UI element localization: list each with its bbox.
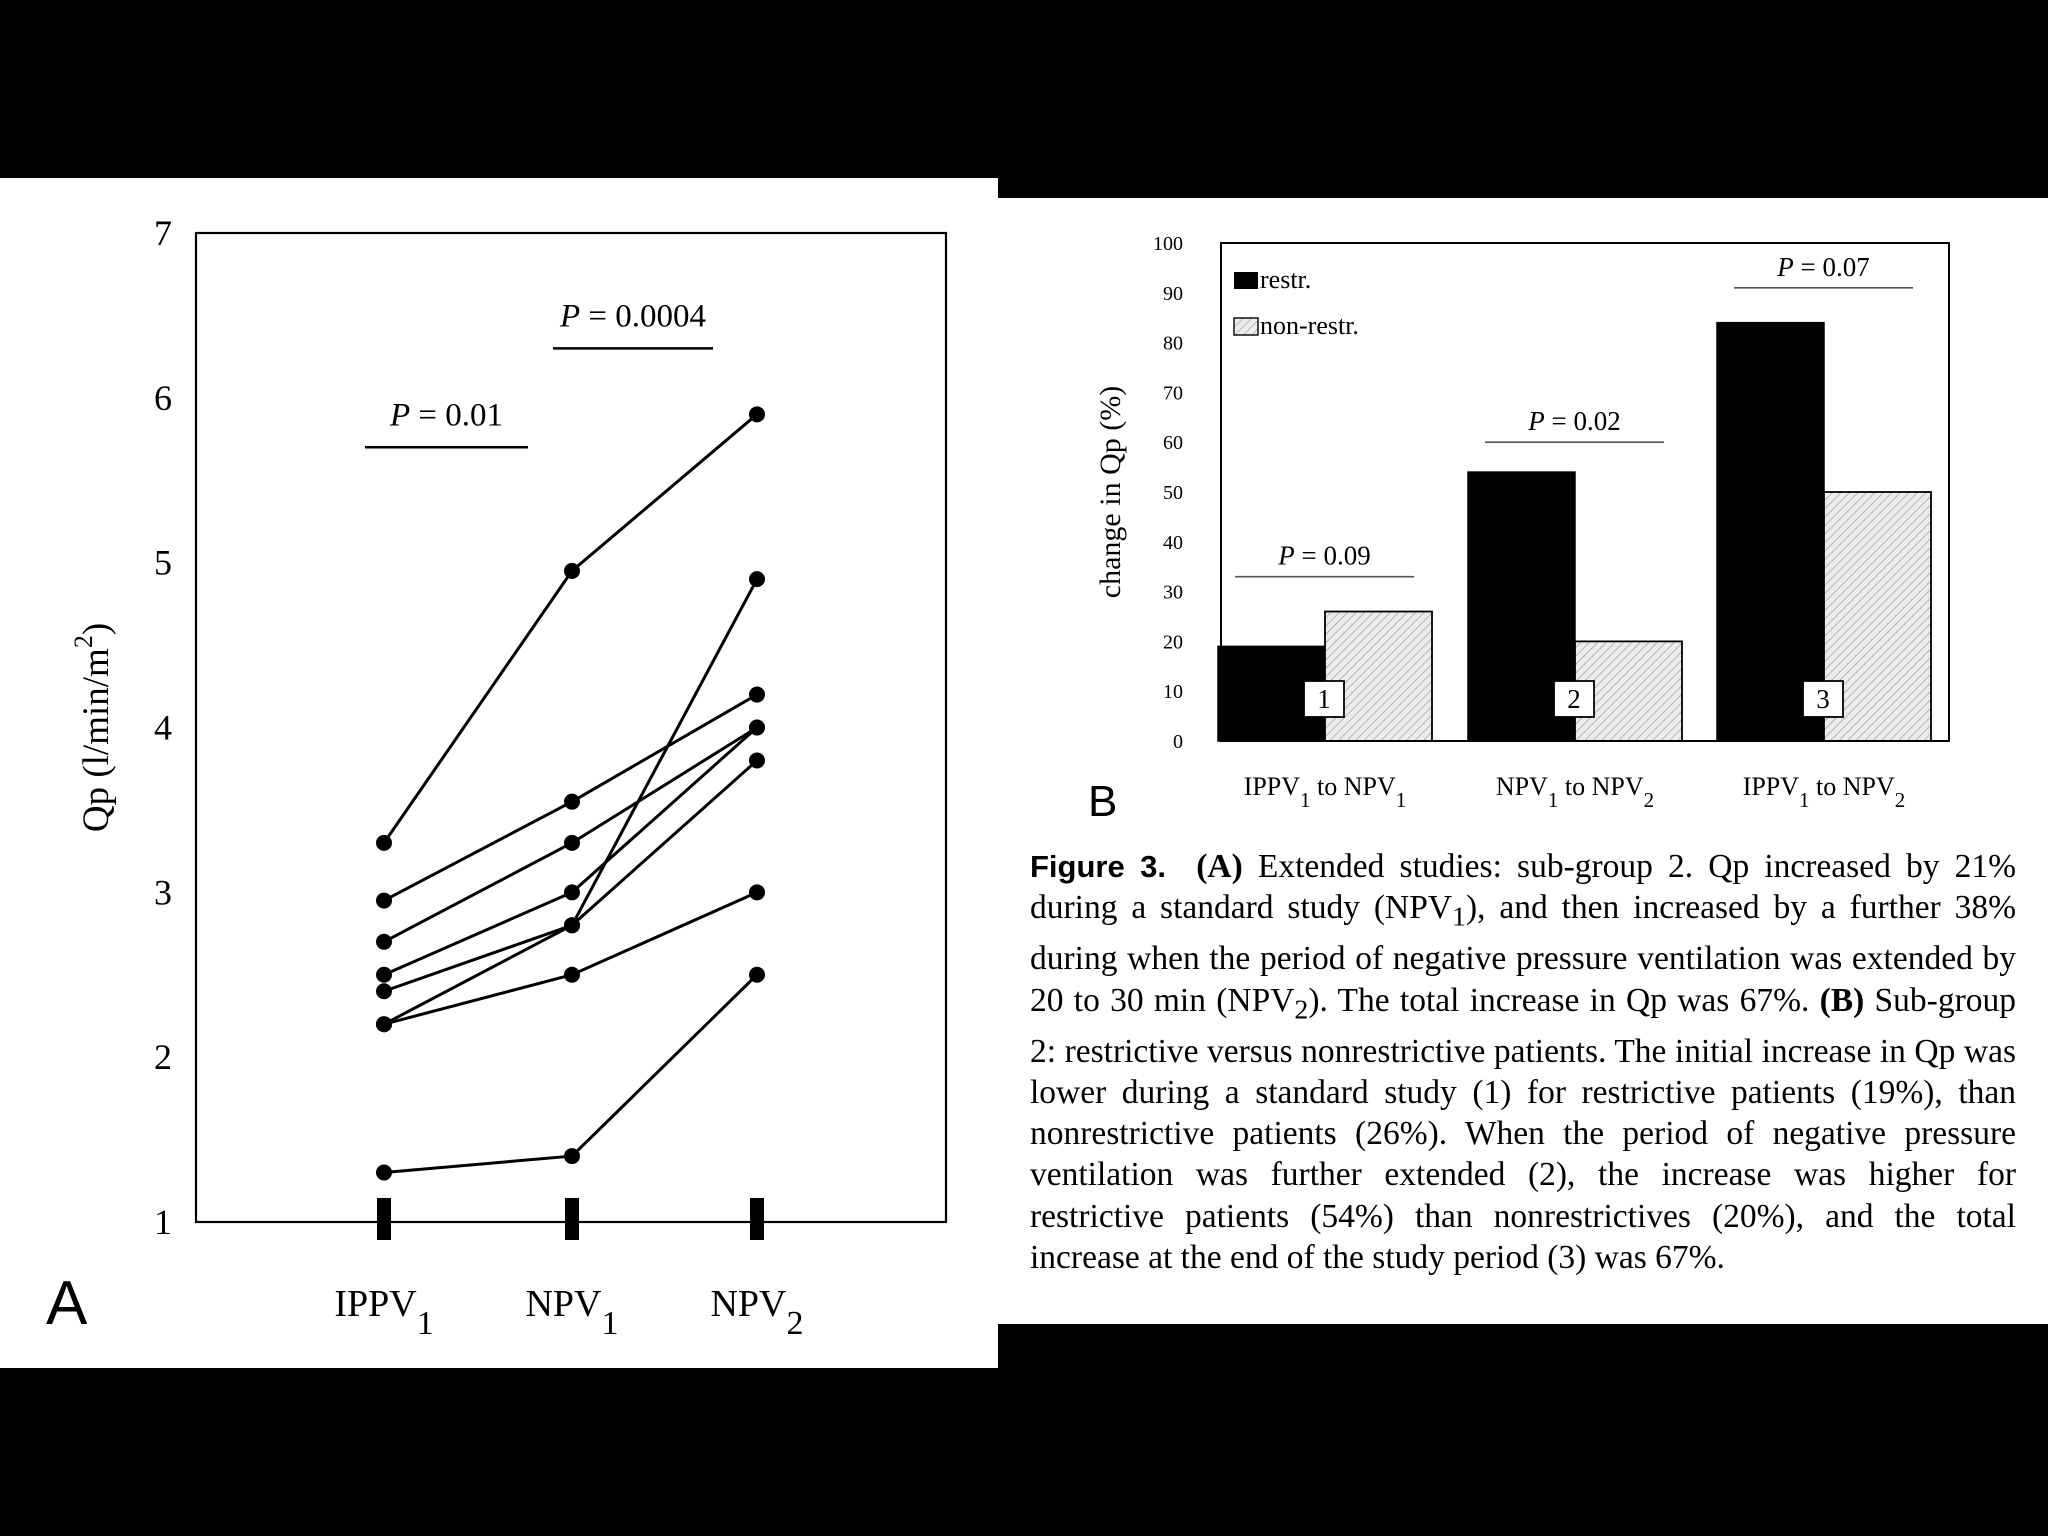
p-value-label-b-0 xyxy=(1277,541,1370,571)
legend-swatch-nonrestr xyxy=(1234,318,1258,335)
y-tick-label-4: 5 xyxy=(154,542,172,583)
y-tick-label-b-1: 10 xyxy=(1163,681,1183,704)
legend-swatch-restr xyxy=(1234,272,1258,289)
data-point-0-1 xyxy=(564,563,580,579)
data-point-4-0 xyxy=(376,983,392,999)
panel-a xyxy=(0,178,998,1368)
data-point-4-2 xyxy=(749,571,765,587)
y-tick-label-b-6: 60 xyxy=(1163,432,1183,455)
data-point-7-2 xyxy=(749,967,765,983)
y-tick-label-b-10: 100 xyxy=(1153,233,1183,255)
p-value-text-b-1: = 0.02 xyxy=(1544,406,1621,437)
data-point-3-1 xyxy=(564,884,580,900)
x-tick-mark-1 xyxy=(565,1198,579,1240)
caption-text-2: ), and then increased by a further 38% during when the period of negative pressure ventilation was extended by 20 to 30 min (NPV xyxy=(1030,889,2016,1019)
bar-number-label-2: 3 xyxy=(1816,684,1830,714)
series-line-3 xyxy=(384,728,757,975)
x-tick-b-sub-2: 2 xyxy=(1894,788,1906,812)
x-tick-mark-0 xyxy=(377,1198,391,1240)
bar-nonrestr-0 xyxy=(1325,612,1432,741)
caption-sub-1: 1 xyxy=(1452,901,1466,933)
x-tick-a-sub-2: 1 xyxy=(1799,788,1810,812)
caption-label-a: (A) xyxy=(1196,848,1243,885)
x-tick-label-base-2: NPV xyxy=(710,1283,787,1325)
caption-text-3: ). The total increase in Qp was 67%. xyxy=(1308,981,1820,1019)
data-point-6-0 xyxy=(376,1016,392,1032)
plot-frame xyxy=(196,233,946,1222)
data-point-5-2 xyxy=(749,752,765,768)
x-tick-label-0 xyxy=(334,1283,433,1342)
y-axis-label xyxy=(69,623,117,832)
x-tick-label-b-0 xyxy=(1244,772,1407,812)
y-tick-label-6: 7 xyxy=(154,213,172,253)
x-tick-label-1 xyxy=(525,1283,618,1342)
x-tick-mark-2 xyxy=(750,1198,764,1240)
x-tick-label-base-1: NPV xyxy=(525,1283,602,1325)
x-tick-a-0: IPPV xyxy=(1243,772,1301,801)
y-tick-label-2: 3 xyxy=(154,872,172,913)
y-tick-label-0: 1 xyxy=(154,1202,172,1242)
x-tick-b-sub-1: 2 xyxy=(1643,788,1655,812)
data-point-0-2 xyxy=(749,406,765,422)
x-tick-label-b-1 xyxy=(1496,772,1654,812)
p-value-label-b-2 xyxy=(1776,252,1869,282)
line-chart-a xyxy=(0,178,998,1368)
panel-b xyxy=(998,198,2048,1324)
bar-number-label-1: 2 xyxy=(1567,684,1581,714)
data-point-1-0 xyxy=(376,893,392,909)
data-point-5-1 xyxy=(564,917,580,933)
x-tick-b-0: NPV xyxy=(1343,772,1396,801)
bar-restr-2 xyxy=(1717,323,1824,741)
caption-text-4: Sub-group 2: restrictive versus nonrestrictive patients. The initial increase in Qp was lower during a standard study (1) for restrictive patients (19%), than nonrestrictive patients (26%). When the period of negative pressure ventilation was further extended (2), the increase was higher for restrictive patients (54%) than nonrestrictives (20%), and the total increase at the end of the study period (3) was 67%. xyxy=(1030,981,2016,1277)
x-tick-mid-2: to xyxy=(1809,772,1843,801)
y-tick-label-3: 4 xyxy=(154,707,172,748)
figure-caption xyxy=(1030,846,2016,1278)
y-tick-label-b-3: 30 xyxy=(1163,581,1183,604)
y-tick-label-b-9: 90 xyxy=(1163,282,1183,305)
x-tick-label-sub-2: 2 xyxy=(786,1305,804,1342)
x-tick-label-sub-1: 1 xyxy=(601,1305,619,1342)
x-tick-label-b-2 xyxy=(1743,772,1906,812)
x-tick-b-2: NPV xyxy=(1842,772,1895,801)
x-tick-b-sub-0: 1 xyxy=(1395,788,1407,812)
y-tick-label-b-5: 50 xyxy=(1163,482,1183,504)
y-tick-label-b-4: 40 xyxy=(1163,531,1183,554)
p-value-italic-b-1: P xyxy=(1528,406,1545,437)
x-tick-mid-0: to xyxy=(1310,772,1344,801)
y-axis-label-b: change in Qp (%) xyxy=(1094,385,1127,599)
y-axis-label-end: ) xyxy=(76,622,117,636)
panel-label-a: A xyxy=(46,1269,88,1338)
p-value-text-b-0: = 0.09 xyxy=(1294,540,1371,571)
data-point-6-2 xyxy=(749,884,765,900)
bar-chart-b xyxy=(998,198,2048,838)
p-value-italic-b-2: P xyxy=(1777,251,1794,282)
p-value-label-a-0 xyxy=(389,397,503,433)
y-axis-label-sup: 2 xyxy=(69,635,98,649)
data-point-2-1 xyxy=(564,835,580,851)
data-point-7-0 xyxy=(376,1165,392,1181)
bar-number-label-0: 1 xyxy=(1317,684,1331,714)
p-value-italic-a-1: P xyxy=(559,298,581,335)
p-value-label-b-1 xyxy=(1527,406,1620,436)
data-point-2-0 xyxy=(376,934,392,950)
p-value-italic-b-0: P xyxy=(1278,540,1295,571)
y-tick-label-b-2: 20 xyxy=(1163,631,1183,654)
data-point-1-2 xyxy=(749,687,765,703)
data-point-3-0 xyxy=(376,967,392,983)
x-tick-mid-1: to xyxy=(1558,772,1592,801)
caption-label-b: (B) xyxy=(1819,981,1865,1019)
x-tick-a-2: IPPV xyxy=(1742,772,1800,801)
x-tick-label-sub-0: 1 xyxy=(416,1305,434,1342)
legend-label-nonrestr: non-restr. xyxy=(1260,311,1359,340)
p-value-text-a-0: = 0.01 xyxy=(410,397,504,434)
data-point-3-2 xyxy=(749,720,765,736)
x-tick-a-1: NPV xyxy=(1495,772,1548,801)
caption-figure-label: Figure 3. xyxy=(1030,849,1166,884)
y-tick-label-b-0: 0 xyxy=(1173,731,1183,753)
panel-label-b: B xyxy=(1088,777,1118,826)
x-tick-a-sub-1: 1 xyxy=(1547,788,1559,812)
x-tick-label-base-0: IPPV xyxy=(334,1283,417,1325)
y-tick-label-b-7: 70 xyxy=(1163,382,1183,405)
series-line-7 xyxy=(384,975,757,1173)
y-tick-label-1: 2 xyxy=(154,1037,172,1078)
p-value-italic-a-0: P xyxy=(389,397,411,434)
p-value-label-a-1 xyxy=(559,298,706,334)
x-tick-b-1: NPV xyxy=(1591,772,1644,801)
y-tick-label-5: 6 xyxy=(154,377,172,418)
x-tick-a-sub-0: 1 xyxy=(1300,788,1311,812)
caption-sub-2: 2 xyxy=(1294,994,1309,1026)
caption-text-1: Extended studies: sub-group 2. Qp increased by 21% during a standard study (NPV xyxy=(1030,848,2016,927)
data-point-6-1 xyxy=(564,967,580,983)
data-point-7-1 xyxy=(564,1148,580,1164)
y-axis-label-main: Qp (l/min/m xyxy=(76,648,117,833)
y-tick-label-b-8: 80 xyxy=(1163,332,1183,355)
data-point-1-1 xyxy=(564,794,580,810)
legend-label-restr: restr. xyxy=(1260,265,1312,294)
p-value-text-b-2: = 0.07 xyxy=(1793,251,1870,282)
p-value-text-a-1: = 0.0004 xyxy=(580,298,707,335)
data-point-0-0 xyxy=(376,835,392,851)
x-tick-label-2 xyxy=(710,1283,803,1342)
